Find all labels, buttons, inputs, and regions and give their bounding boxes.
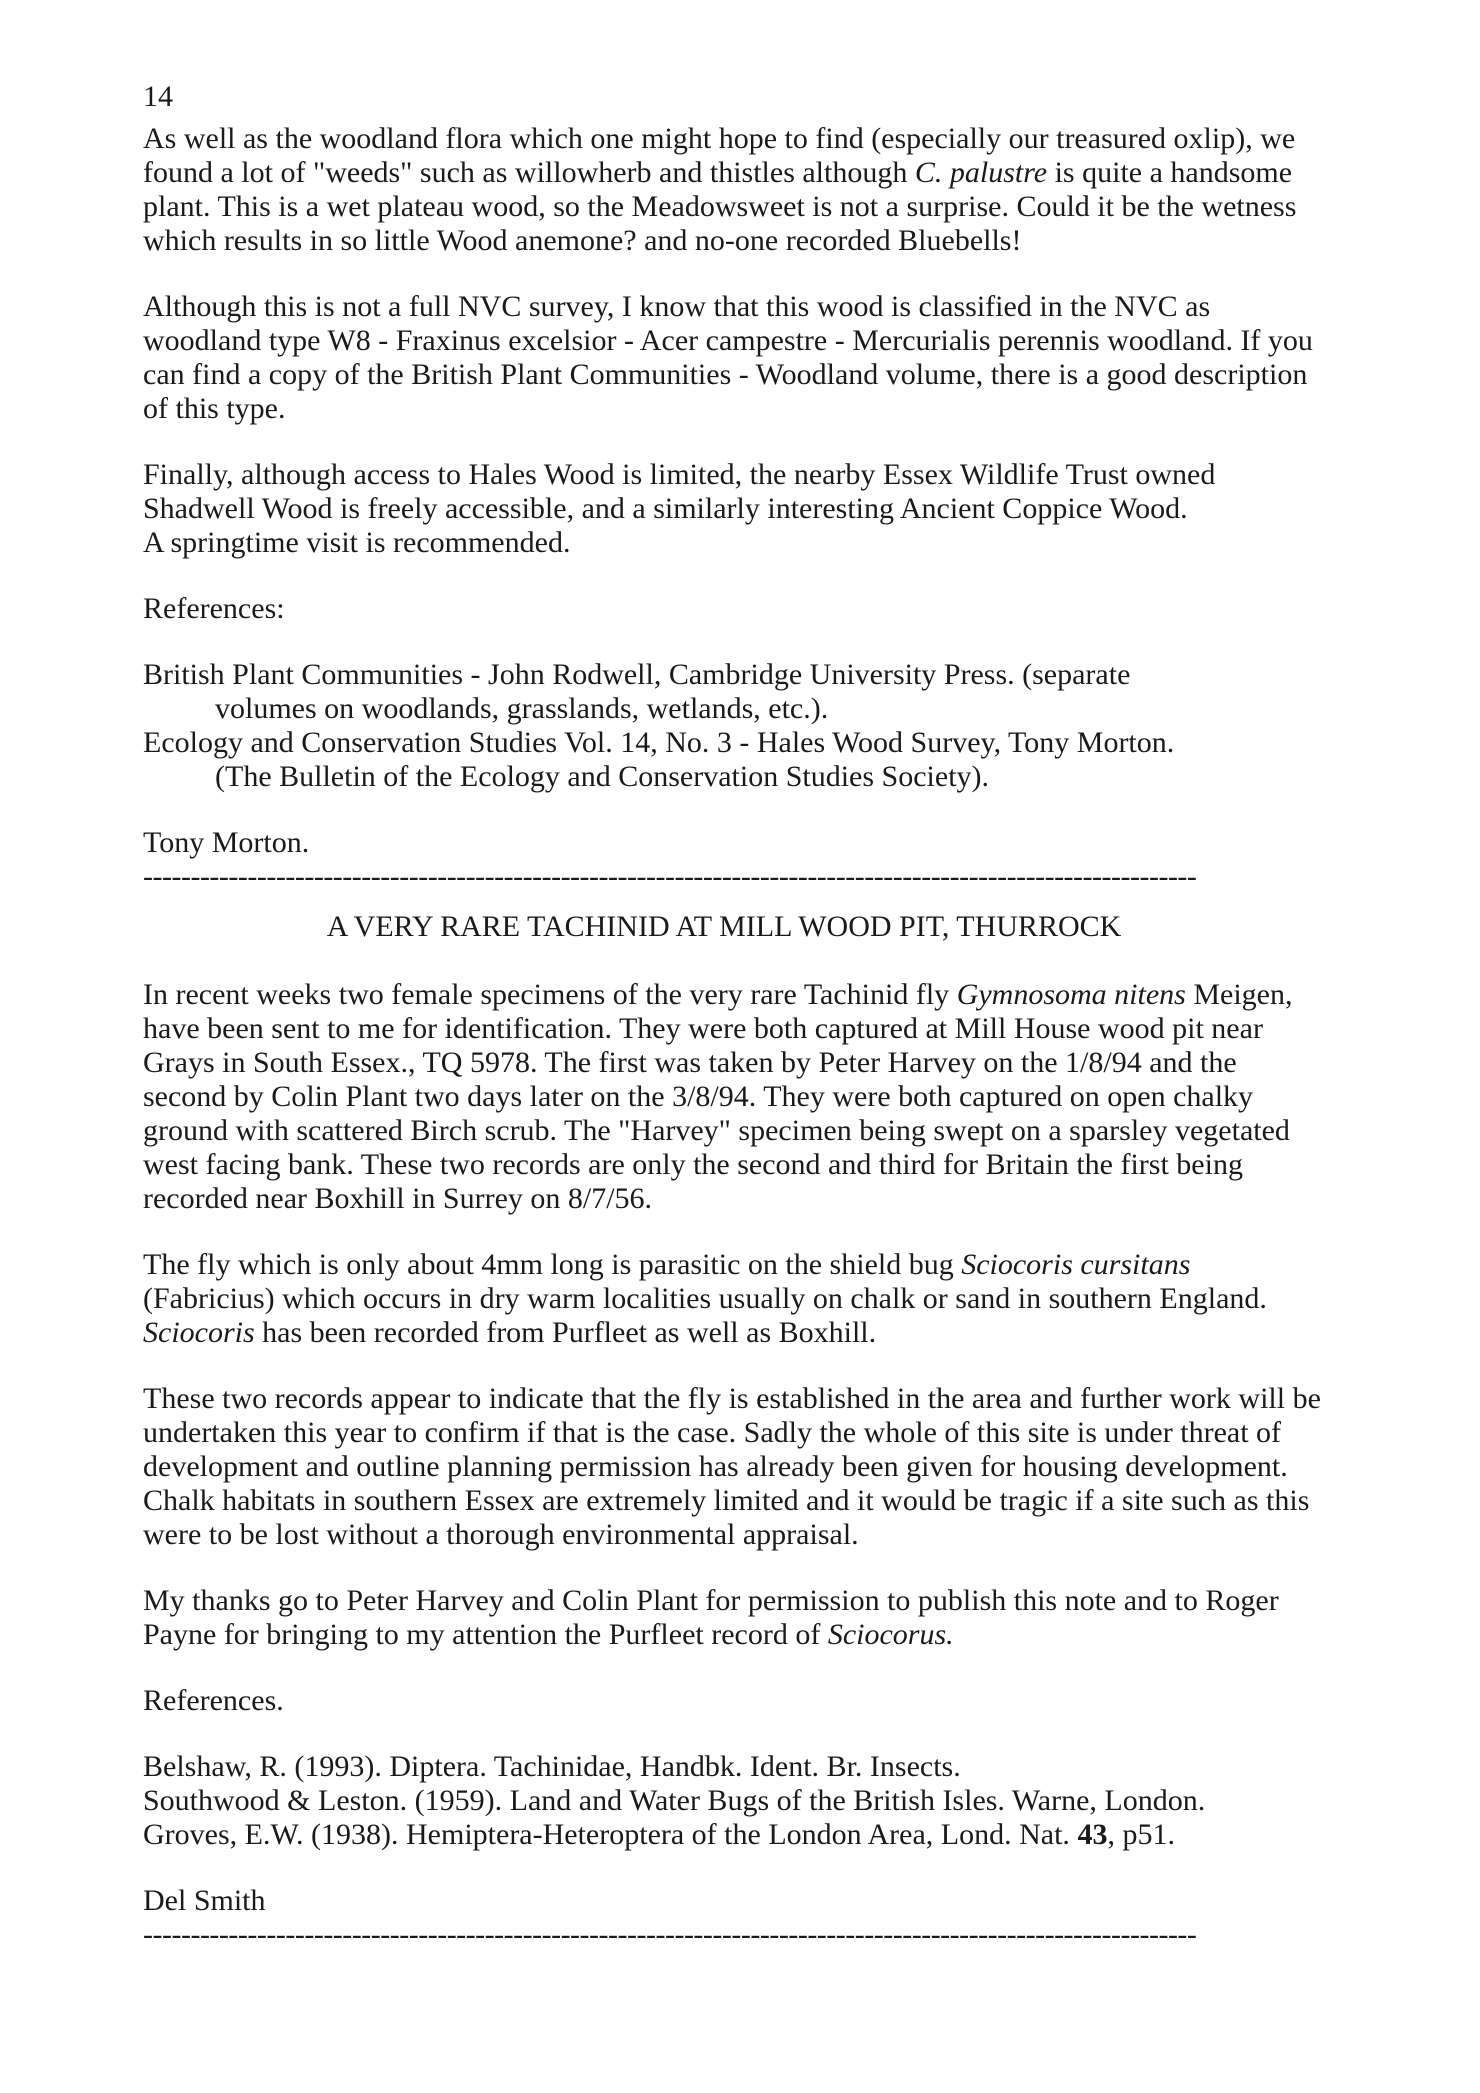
article2-title: A VERY RARE TACHINID AT MILL WOOD PIT, THURROCK (326, 910, 1122, 943)
article2-paragraph-2: The fly which is only about 4mm long is parasitic on the shield bug Sciocoris cursitans (Fabricius) which occurs in dry warm localities usually on chalk or sand in southern England. Sciocoris has been recorded from Purfleet as well as Boxhill. (143, 1248, 1267, 1349)
page-number: 14 (143, 80, 173, 113)
article2-references-list (143, 1750, 1323, 1852)
article1-author: Tony Morton. (143, 826, 310, 859)
article2-paragraph-3: These two records appear to indicate that the fly is established in the area and further work will be undertaken this year to confirm if that is the case. Sadly the whole of this site is under threat of development and outline planning permission has already been given for housing development. Chalk habitats in southern Essex are extremely limited and it would be tragic if a site such as this were to be lost without a thorough environmental appraisal. (143, 1382, 1321, 1551)
article1-references-list (143, 658, 1323, 794)
reference-item: Southwood & Leston. (1959). Land and Water Bugs of the British Isles. Warne, London. (143, 1784, 1206, 1817)
article1-paragraph-2: Although this is not a full NVC survey, I know that this wood is classified in the NVC as woodland type W8 - Fraxinus excelsior - Acer campestre - Mercurialis perennis woodland. If you can find a copy of the British Plant Communities - Woodland volume, there is a good description of this type. (143, 290, 1313, 425)
genus-name: Sciocoris (143, 1316, 255, 1349)
reference-item: Belshaw, R. (1993). Diptera. Tachinidae, Handbk. Ident. Br. Insects. (143, 1750, 961, 1783)
reference-item: British Plant Communities - John Rodwell, Cambridge University Press. (separate volumes on woodlands, grasslands, wetlands, etc.). (143, 658, 1131, 725)
article1-paragraph-1: As well as the woodland flora which one might hope to find (especially our treasured oxlip), we found a lot of "weeds" such as willowherb and thistles although C. palustre is quite a handsome plant. This is a wet plateau wood, so the Meadowsweet is not a surprise. Could it be the wetness which results in so little Wood anemone? and no-one recorded Bluebells! (143, 122, 1297, 257)
article2-author: Del Smith (143, 1884, 266, 1917)
species-name: Sciocoris cursitans (961, 1248, 1191, 1281)
species-name: C. palustre (914, 156, 1048, 189)
genus-name: Sciocorus. (827, 1618, 954, 1651)
species-name: Gymnosoma nitens (956, 978, 1186, 1011)
article2-paragraph-4: My thanks go to Peter Harvey and Colin Plant for permission to publish this note and to Roger Payne for bringing to my attention the Purfleet record of Sciocorus. (143, 1584, 1279, 1651)
article2-references-heading: References. (143, 1684, 284, 1717)
article1-references-heading: References: (143, 592, 285, 625)
reference-item: Ecology and Conservation Studies Vol. 14, No. 3 - Hales Wood Survey, Tony Morton. (The Bulletin of the Ecology and Conservation Studies Society). (143, 726, 1175, 793)
section-divider: --------------------------------------------------------------------------------------------------------------- (143, 860, 1197, 893)
article2-paragraph-1: In recent weeks two female specimens of the very rare Tachinid fly Gymnosoma nitens Meigen, have been sent to me for identification. They were both captured at Mill House wood pit near Grays in South Essex., TQ 5978. The first was taken by Peter Harvey on the 1/8/94 and the second by Colin Plant two days later on the 3/8/94. They were both captured on open chalky ground with scattered Birch scrub. The "Harvey" specimen being swept on a sparsley vegetated west facing bank. These two records are only the second and third for Britain the first being recorded near Boxhill in Surrey on 8/7/56. (143, 978, 1293, 1215)
document-page (143, 80, 1323, 1968)
article1-paragraph-3: Finally, although access to Hales Wood is limited, the nearby Essex Wildlife Trust owned Shadwell Wood is freely accessible, and a similarly interesting Ancient Coppice Wood. A springtime visit is recommended. (143, 458, 1216, 559)
section-divider: --------------------------------------------------------------------------------------------------------------- (143, 1918, 1197, 1951)
reference-item: Groves, E.W. (1938). Hemiptera-Heteroptera of the London Area, Lond. Nat. 43, p51. (143, 1818, 1175, 1851)
